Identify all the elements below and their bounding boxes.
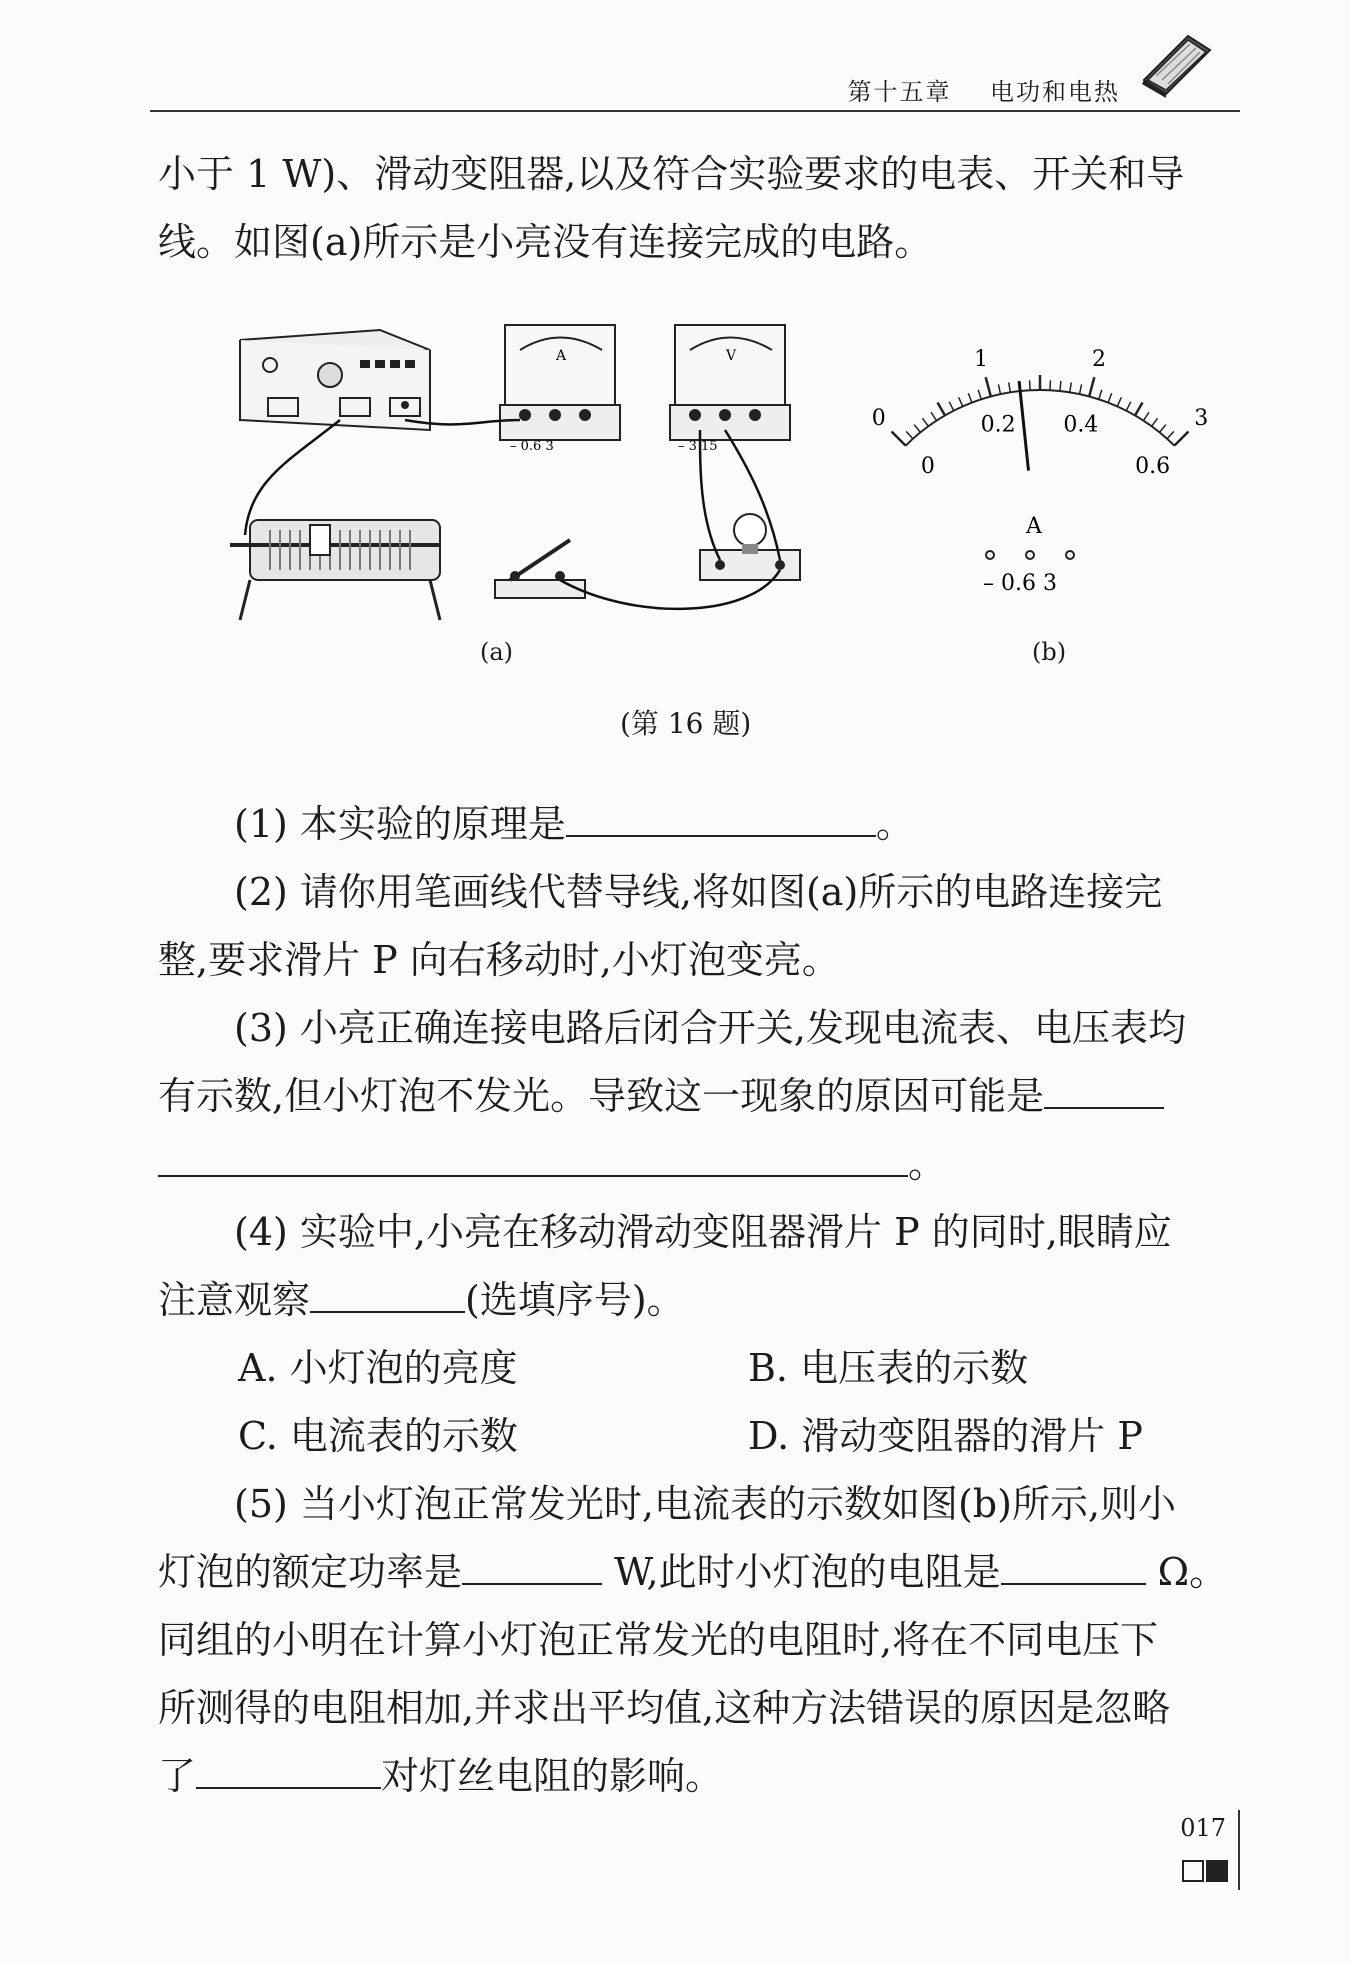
question-1 [158, 790, 1243, 858]
answer-blank-3b[interactable] [158, 1135, 908, 1177]
terminal-neg [986, 551, 994, 559]
question-4-text-a: 注意观察 [158, 1278, 311, 1322]
question-3-line-3 [158, 1130, 1243, 1198]
meter-tick [906, 431, 913, 438]
terminal-0-6 [1026, 551, 1034, 559]
page-header [150, 60, 1240, 112]
meter-arc [906, 390, 1175, 446]
question-2-line-2: 整,要求滑片 P 向右移动时,小灯泡变亮。 [158, 938, 840, 982]
ammeter-a-terminals: – 0.6 3 [510, 439, 554, 454]
meter-tick [1030, 380, 1031, 390]
meter-tick [1135, 402, 1143, 415]
meter-tick [922, 418, 928, 426]
figure-caption: (第 16 题) [620, 707, 752, 740]
meter-tick [968, 393, 972, 402]
voltmeter-letter: V [726, 348, 737, 364]
meter-tick [1117, 397, 1121, 406]
ammeter-a [500, 325, 620, 454]
question-3-line-1: (3) 小亮正确连接电路后闭合开关,发现电流表、电压表均 [234, 1006, 1186, 1050]
question-5-line-2 [158, 1538, 1243, 1606]
answer-blank-1[interactable] [566, 795, 876, 837]
ammeter-dial-figure-b [871, 346, 1209, 610]
meter-inner-label: 0 [920, 453, 935, 479]
option-a[interactable]: A. 小灯泡的亮度 [238, 1346, 518, 1390]
question-5-text-a: 灯泡的额定功率是 [158, 1550, 463, 1594]
meter-tick [1050, 380, 1051, 390]
meter-tick [998, 384, 1000, 394]
q1-end: 。 [875, 802, 914, 846]
voltmeter-terminals: – 3 15 [678, 439, 718, 454]
option-d[interactable]: D. 滑动变阻器的滑片 P [748, 1414, 1143, 1458]
ammeter-a-letter: A [556, 348, 567, 364]
meter-tick [949, 402, 954, 411]
question-4-line-2 [158, 1266, 1243, 1334]
answer-blank-5c[interactable] [196, 1747, 381, 1789]
question-1-text: (1) 本实验的原理是 [234, 802, 566, 846]
question-4-line-1: (4) 实验中,小亮在移动滑动变阻器滑片 P 的同时,眼睛应 [234, 1210, 1172, 1254]
meter-b-terminals: – 0.6 3 [983, 571, 1057, 596]
question-3-line-2 [158, 1062, 1243, 1130]
switch [495, 540, 585, 598]
meter-tick [1099, 390, 1102, 400]
wire-power-to-rheostat [245, 420, 340, 535]
question-5-line-3: 同组的小明在计算小灯泡正常发光的电阻时,将在不同电压下 [158, 1618, 1159, 1662]
answer-blank-5b[interactable] [1001, 1543, 1146, 1585]
figure-b-label: (b) [1032, 638, 1067, 666]
meter-tick [914, 425, 920, 433]
question-4-options-row-1 [158, 1334, 1243, 1402]
meter-outer-label: 1 [973, 346, 988, 372]
filled-square-icon [1206, 1860, 1228, 1882]
chapter-number: 第十五章 [847, 78, 952, 106]
meter-inner-label: 0.6 [1135, 453, 1171, 479]
page-footer [1100, 1810, 1250, 1890]
question-5-text-c: Ω。 [1145, 1550, 1228, 1594]
meter-tick [986, 377, 991, 396]
question-5-text-b: W,此时小灯泡的电阻是 [602, 1550, 1001, 1594]
meter-tick [1108, 393, 1112, 402]
question-5-text-e: 对灯丝电阻的影响。 [381, 1754, 724, 1798]
meter-tick [1152, 418, 1158, 426]
meter-tick [1126, 402, 1131, 411]
hollow-square-icon [1182, 1860, 1204, 1882]
meter-outer-label: 3 [1194, 405, 1209, 431]
meter-inner-label: 0.2 [980, 412, 1016, 438]
meter-tick [1174, 432, 1188, 446]
meter-tick [1167, 431, 1174, 438]
meter-outer-label: 0 [871, 405, 886, 431]
voltmeter [670, 325, 790, 454]
terminal-3 [1066, 551, 1074, 559]
intro-text [158, 140, 1243, 276]
meter-inner-label: 0.4 [1063, 412, 1099, 438]
meter-tick [1080, 384, 1082, 394]
meter-tick [1060, 381, 1061, 391]
meter-tick [1143, 412, 1148, 420]
meter-tick [1160, 425, 1166, 433]
meter-tick [1089, 377, 1094, 396]
meter-unit: A [1026, 514, 1042, 539]
q3-end: 。 [908, 1142, 947, 1186]
meter-scale [872, 347, 1208, 479]
circuit-figure-a [230, 320, 830, 660]
meter-outer-label: 2 [1092, 346, 1107, 372]
option-b[interactable]: B. 电压表的示数 [748, 1346, 1029, 1390]
meter-tick [892, 432, 906, 446]
questions [158, 790, 1243, 1810]
question-5-line-1: (5) 当小灯泡正常发光时,电流表的示数如图(b)所示,则小 [234, 1482, 1177, 1526]
question-5-text-d: 了 [158, 1754, 197, 1798]
meter-needle [1019, 381, 1028, 471]
page-number: 017 [1180, 1814, 1226, 1842]
intro-line-2: 线。如图(a)所示是小亮没有连接完成的电路。 [158, 220, 933, 264]
intro-line-1: 小于 1 W)、滑动变阻器,以及符合实验要求的电表、开关和导 [158, 152, 1185, 196]
figure-a-label: (a) [480, 638, 514, 666]
chapter-title: 电功和电热 [990, 78, 1120, 106]
meter-tick [1070, 382, 1072, 392]
meter-tick [931, 412, 936, 420]
question-4-text-b: (选填序号)。 [465, 1278, 685, 1322]
meter-tick [938, 402, 946, 415]
question-5-line-5 [158, 1742, 1243, 1810]
option-c[interactable]: C. 电流表的示数 [238, 1414, 518, 1458]
meter-tick [978, 390, 981, 400]
sliding-rheostat [230, 520, 440, 620]
answer-blank-3a[interactable] [1044, 1067, 1164, 1109]
question-3-text: 有示数,但小灯泡不发光。导致这一现象的原因可能是 [158, 1074, 1045, 1118]
question-5-line-4: 所测得的电阻相加,并求出平均值,这种方法错误的原因是忽略 [158, 1686, 1171, 1730]
book-icon [1136, 28, 1216, 98]
question-4-options-row-2 [158, 1402, 1243, 1470]
answer-blank-5a[interactable] [462, 1543, 602, 1585]
answer-blank-4[interactable] [310, 1271, 465, 1313]
meter-tick [959, 397, 963, 406]
power-supply [240, 330, 430, 430]
chapter-heading [847, 72, 1120, 107]
question-2-line-1: (2) 请你用笔画线代替导线,将如图(a)所示的电路连接完 [234, 870, 1163, 914]
meter-tick [1009, 382, 1011, 392]
footer-rule [1238, 1810, 1240, 1890]
